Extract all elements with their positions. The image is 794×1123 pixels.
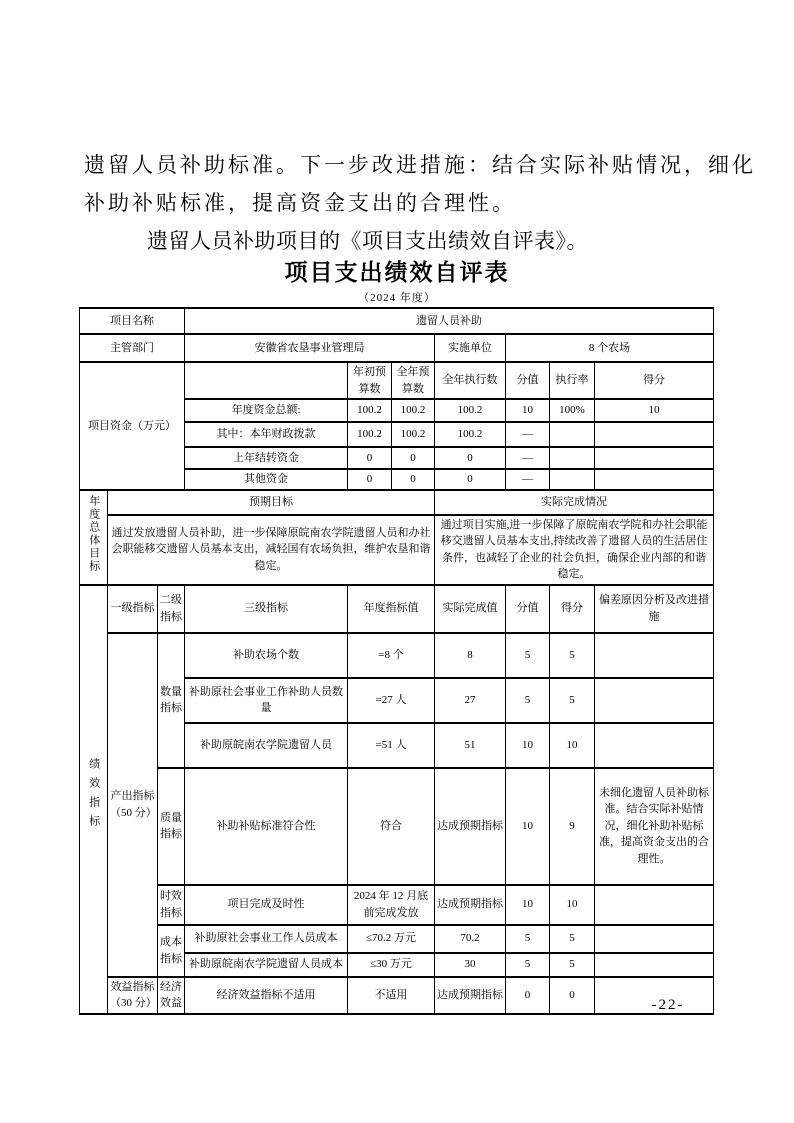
indicator-name: 经济效益指标不适用 bbox=[185, 977, 348, 1014]
funding-begin: 100.2 bbox=[348, 399, 392, 422]
indicator-name: 补助原社会事业工作补助人员数量 bbox=[185, 678, 348, 723]
indicator-weight: 0 bbox=[506, 977, 550, 1014]
col-level1: 一级指标 bbox=[108, 585, 158, 633]
intro-line: 遗留人员补助标准。下一步改进措施：结合实际补贴情况，细化 bbox=[84, 153, 756, 177]
col-weight: 分值 bbox=[506, 585, 550, 633]
funding-col-begin-budget: 年初预算数 bbox=[348, 362, 392, 399]
table-row bbox=[80, 885, 714, 925]
indicator-target: =27 人 bbox=[348, 678, 435, 723]
funding-rate bbox=[550, 422, 595, 447]
indicator-actual: 70.2 bbox=[435, 925, 506, 953]
indicator-deviation: 未细化遗留人员补助标准。结合实际补贴情况，细化补助补贴标准，提高资金支出的合理性。 bbox=[595, 768, 714, 885]
indicator-weight: 5 bbox=[506, 953, 550, 977]
col-score: 得分 bbox=[550, 585, 595, 633]
indicator-target: ≤30 万元 bbox=[348, 953, 435, 977]
indicator-deviation bbox=[595, 678, 714, 723]
funding-full: 0 bbox=[392, 469, 435, 490]
funding-exec: 0 bbox=[435, 447, 506, 469]
level1-output-indicator: 产出指标（50 分） bbox=[108, 633, 158, 977]
indicator-weight: 10 bbox=[506, 768, 550, 885]
col-level2: 二级指标 bbox=[158, 585, 185, 633]
funding-score bbox=[595, 422, 714, 447]
indicator-name: 补助原社会事业工作人员成本 bbox=[185, 925, 348, 953]
expected-goal-header: 预期目标 bbox=[108, 490, 435, 515]
level2-economic-benefit: 经济效益 bbox=[158, 977, 185, 1014]
indicator-actual: 51 bbox=[435, 723, 506, 768]
indicator-name: 补助补贴标准符合性 bbox=[185, 768, 348, 885]
indicator-deviation bbox=[595, 953, 714, 977]
funding-weight: — bbox=[506, 422, 550, 447]
indicator-actual: 达成预期指标 bbox=[435, 885, 506, 925]
expected-goal-text: 通过发放遗留人员补助，进一步保障原皖南农学院遗留人员和办社会职能移交遗留人员基本支出，减轻国有农场负担，维护农垦和谐稳定。 bbox=[108, 515, 435, 585]
table-row bbox=[80, 925, 714, 953]
indicator-name: 项目完成及时性 bbox=[185, 885, 348, 925]
level2-quantity-indicator: 数量指标 bbox=[158, 633, 185, 768]
funding-rate bbox=[550, 447, 595, 469]
indicator-weight: 10 bbox=[506, 885, 550, 925]
department-label: 主管部门 bbox=[80, 334, 185, 362]
implementing-unit-value: 8 个农场 bbox=[506, 334, 714, 362]
table-row bbox=[80, 334, 714, 362]
funding-empty-cell bbox=[185, 362, 348, 399]
indicator-target: ≤70.2 万元 bbox=[348, 925, 435, 953]
document-title: 项目支出绩效自评表 bbox=[284, 259, 510, 285]
indicator-deviation bbox=[595, 885, 714, 925]
funding-rate: 100% bbox=[550, 399, 595, 422]
indicator-score: 5 bbox=[550, 678, 595, 723]
funding-begin: 100.2 bbox=[348, 422, 392, 447]
indicator-actual: 达成预期指标 bbox=[435, 977, 506, 1014]
intro-line: 遗留人员补助项目的《项目支出绩效自评表》。 bbox=[147, 229, 588, 253]
indicator-target: 符合 bbox=[348, 768, 435, 885]
indicator-score: 10 bbox=[550, 723, 595, 768]
funding-weight: 10 bbox=[506, 399, 550, 422]
table-row bbox=[80, 977, 714, 1014]
level2-quality-indicator: 质量指标 bbox=[158, 768, 185, 885]
col-deviation: 偏差原因分析及改进措施 bbox=[595, 585, 714, 633]
indicator-target: 2024 年 12 月底前完成发放 bbox=[348, 885, 435, 925]
implementing-unit-label: 实施单位 bbox=[435, 334, 506, 362]
self-evaluation-table bbox=[79, 307, 714, 1015]
funding-score bbox=[595, 447, 714, 469]
indicator-actual: 达成预期指标 bbox=[435, 768, 506, 885]
funding-row-name: 上年结转资金 bbox=[185, 447, 348, 469]
table-row bbox=[80, 362, 714, 399]
funding-col-weight: 分值 bbox=[506, 362, 550, 399]
document-year: （2024 年度） bbox=[358, 292, 436, 304]
funding-rate bbox=[550, 469, 595, 490]
table-row bbox=[80, 515, 714, 585]
funding-weight: — bbox=[506, 469, 550, 490]
col-actual-value: 实际完成值 bbox=[435, 585, 506, 633]
indicator-score: 5 bbox=[550, 925, 595, 953]
indicator-name: 补助原皖南农学院遗留人员成本 bbox=[185, 953, 348, 977]
indicator-score: 5 bbox=[550, 633, 595, 678]
funding-score bbox=[595, 469, 714, 490]
indicator-deviation bbox=[595, 723, 714, 768]
performance-vertical-text: 绩效指标 bbox=[87, 758, 100, 835]
funding-full: 100.2 bbox=[392, 399, 435, 422]
indicator-weight: 5 bbox=[506, 633, 550, 678]
indicator-deviation bbox=[595, 633, 714, 678]
col-level3: 三级指标 bbox=[185, 585, 348, 633]
funding-full: 0 bbox=[392, 447, 435, 469]
table-row bbox=[80, 308, 714, 334]
indicator-weight: 10 bbox=[506, 723, 550, 768]
funding-col-exec-rate: 执行率 bbox=[550, 362, 595, 399]
funding-exec: 100.2 bbox=[435, 422, 506, 447]
performance-section-label bbox=[80, 585, 108, 1014]
indicator-weight: 5 bbox=[506, 678, 550, 723]
indicator-score: 0 bbox=[550, 977, 595, 1014]
funding-begin: 0 bbox=[348, 447, 392, 469]
indicator-weight: 5 bbox=[506, 925, 550, 953]
level1-benefit-indicator: 效益指标（30 分） bbox=[108, 977, 158, 1014]
funding-score: 10 bbox=[595, 399, 714, 422]
funding-section-label: 项目资金（万元） bbox=[80, 362, 185, 490]
page-number: -22- bbox=[651, 997, 685, 1013]
indicator-target: =8 个 bbox=[348, 633, 435, 678]
funding-col-full-budget: 全年预算数 bbox=[392, 362, 435, 399]
funding-exec: 100.2 bbox=[435, 399, 506, 422]
intro-paragraphs bbox=[84, 146, 756, 260]
table-row bbox=[80, 768, 714, 885]
indicator-name: 补助原皖南农学院遗留人员 bbox=[185, 723, 348, 768]
funding-col-executed: 全年执行数 bbox=[435, 362, 506, 399]
funding-exec: 0 bbox=[435, 469, 506, 490]
funding-row-name: 年度资金总额: bbox=[185, 399, 348, 422]
actual-completion-text: 通过项目实施,进一步保障了原皖南农学院和办社会职能移交遗留人员基本支出,持续改善了遗留人员的生活居住条件，也减轻了企业的社会负担，确保企业内部的和谐稳定。 bbox=[435, 515, 714, 585]
table-row bbox=[80, 490, 714, 515]
annual-goal-vertical-text: 年度总体目标 bbox=[87, 495, 100, 574]
department-value: 安徽省农垦事业管理局 bbox=[185, 334, 435, 362]
project-name-value: 遗留人员补助 bbox=[185, 308, 714, 334]
funding-begin: 0 bbox=[348, 469, 392, 490]
table-row bbox=[80, 585, 714, 633]
indicator-actual: 8 bbox=[435, 633, 506, 678]
funding-col-score: 得分 bbox=[595, 362, 714, 399]
col-annual-target: 年度指标值 bbox=[348, 585, 435, 633]
funding-weight: — bbox=[506, 447, 550, 469]
indicator-target: =51 人 bbox=[348, 723, 435, 768]
level2-cost-indicator: 成本指标 bbox=[158, 925, 185, 977]
indicator-score: 10 bbox=[550, 885, 595, 925]
indicator-score: 5 bbox=[550, 953, 595, 977]
indicator-score: 9 bbox=[550, 768, 595, 885]
funding-row-name: 其他资金 bbox=[185, 469, 348, 490]
indicator-name: 补助农场个数 bbox=[185, 633, 348, 678]
indicator-actual: 30 bbox=[435, 953, 506, 977]
actual-completion-header: 实际完成情况 bbox=[435, 490, 714, 515]
annual-goal-section-label bbox=[80, 490, 108, 585]
level2-timeliness-indicator: 时效指标 bbox=[158, 885, 185, 925]
table-row bbox=[80, 633, 714, 678]
funding-row-name: 其中：本年财政拨款 bbox=[185, 422, 348, 447]
project-name-label: 项目名称 bbox=[80, 308, 185, 334]
indicator-actual: 27 bbox=[435, 678, 506, 723]
intro-line: 补助补贴标准，提高资金支出的合理性。 bbox=[84, 191, 516, 215]
funding-full: 100.2 bbox=[392, 422, 435, 447]
indicator-deviation bbox=[595, 925, 714, 953]
indicator-target: 不适用 bbox=[348, 977, 435, 1014]
